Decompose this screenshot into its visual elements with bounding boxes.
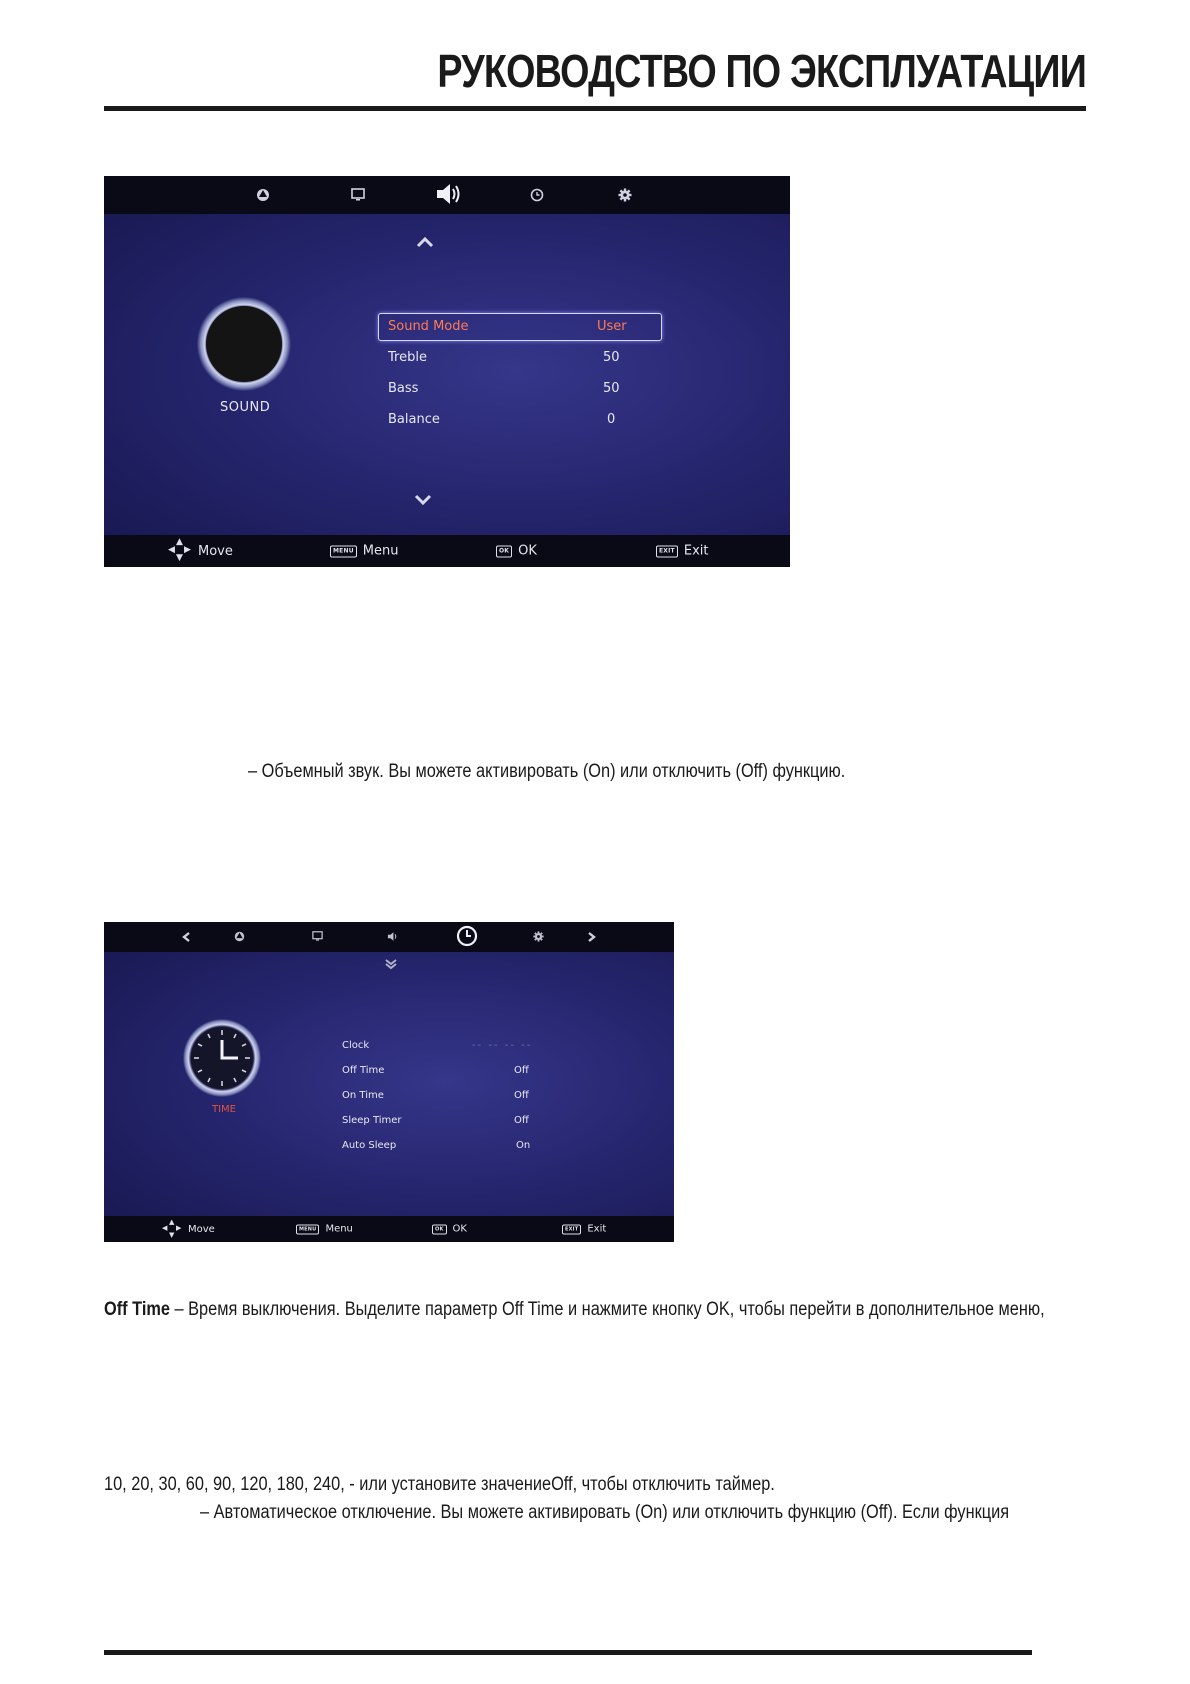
move-arrows-icon: ▲ ▼ ◀ ▶ <box>162 1218 182 1239</box>
menu-item-value: 50 <box>603 350 620 365</box>
menu-item-value: 0 <box>607 412 616 427</box>
speaker-icon[interactable] <box>435 181 463 207</box>
ok-key-icon: OK <box>432 1224 447 1234</box>
menu-item-value: 50 <box>603 381 620 396</box>
off-time-description <box>104 1299 1045 1321</box>
page-title: РУКОВОДСТВО ПО ЭКСПЛУАТАЦИИ <box>437 45 1086 97</box>
menu-item-label: Off Time <box>342 1065 385 1076</box>
menu-item-balance[interactable] <box>388 412 616 427</box>
help-bar <box>104 535 790 567</box>
menu-item-clock[interactable] <box>342 1040 533 1051</box>
sleep-timer-values: 10, 20, 30, 60, 90, 120, 180, 240, - или установите значениеOff, чтобы отключить таймер. <box>104 1474 775 1495</box>
menu-tab-bar <box>104 922 674 952</box>
category-label: SOUND <box>220 400 271 415</box>
menu-item-sleep-timer[interactable] <box>342 1115 529 1126</box>
menu-item-value: Off <box>514 1065 529 1076</box>
speaker-icon[interactable] <box>387 931 399 942</box>
off-time-rest: – Время выключения. Выделите параметр Off Time и нажмите кнопку OK, чтобы перейти в дополнительное меню, <box>169 1299 1045 1320</box>
clock-icon[interactable] <box>456 925 478 947</box>
gear-icon[interactable] <box>618 188 632 202</box>
sound-menu-screen <box>104 176 790 567</box>
exit-key-icon: EXIT <box>562 1224 581 1234</box>
time-menu-screen <box>104 922 674 1242</box>
sound-category-icon <box>196 296 292 392</box>
off-time-term: Off Time <box>104 1299 170 1320</box>
help-menu: MENU Menu <box>330 544 398 559</box>
menu-item-value: Off <box>514 1090 529 1101</box>
clock-icon[interactable] <box>530 188 544 202</box>
menu-item-off-time[interactable] <box>342 1065 529 1076</box>
left-arrow-icon[interactable] <box>182 932 192 942</box>
exit-key-icon: EXIT <box>656 545 678 557</box>
move-arrows-icon: ▲ ▼ ◀ ▶ <box>168 537 191 563</box>
menu-item-value: User <box>597 319 627 334</box>
scroll-down-icon[interactable] <box>384 958 398 970</box>
auto-sleep-description: – Автоматическое отключение. Вы можете активировать (On) или отключить функцию (Off). Если функция <box>200 1502 1010 1523</box>
help-ok: OK OK <box>496 544 537 559</box>
help-exit: EXIT Exit <box>656 544 708 559</box>
menu-item-value: On <box>516 1140 531 1151</box>
clock-category-icon <box>182 1018 262 1098</box>
screen-icon[interactable] <box>312 931 323 941</box>
menu-key-icon: MENU <box>296 1224 319 1234</box>
menu-item-treble[interactable] <box>388 350 620 365</box>
surround-description: – Объемный звук. Вы можете активировать (On) или отключить (Off) функцию. <box>248 761 846 782</box>
help-move: ▲ ▼ ◀ ▶ Move <box>162 1218 215 1239</box>
menu-item-label: Bass <box>388 381 419 396</box>
menu-item-label: Clock <box>342 1040 370 1051</box>
menu-key-icon: MENU <box>330 545 357 557</box>
menu-item-value: -- -- -- -- <box>472 1040 533 1051</box>
help-menu: MENU Menu <box>296 1224 353 1235</box>
help-exit: EXIT Exit <box>562 1224 606 1235</box>
category-label: TIME <box>212 1104 237 1115</box>
help-move: ▲ ▼ ◀ ▶ Move <box>168 537 233 563</box>
scroll-down-icon[interactable] <box>414 494 432 506</box>
menu-item-auto-sleep[interactable] <box>342 1140 531 1151</box>
help-bar <box>104 1216 674 1242</box>
menu-item-label: Balance <box>388 412 440 427</box>
menu-item-value: Off <box>514 1115 529 1126</box>
help-ok: OK OK <box>432 1224 467 1235</box>
right-arrow-icon[interactable] <box>586 932 596 942</box>
ok-key-icon: OK <box>496 545 512 557</box>
header-rule <box>104 106 1086 111</box>
footer-rule <box>104 1650 1032 1655</box>
menu-item-label: On Time <box>342 1090 384 1101</box>
scroll-up-icon[interactable] <box>416 236 434 248</box>
picture-mode-icon[interactable] <box>234 931 245 942</box>
menu-item-label: Sleep Timer <box>342 1115 402 1126</box>
screen-icon[interactable] <box>351 188 365 201</box>
menu-tab-bar <box>104 176 790 214</box>
menu-item-on-time[interactable] <box>342 1090 529 1101</box>
menu-item-sound-mode[interactable] <box>388 319 627 334</box>
menu-item-label: Treble <box>388 350 427 365</box>
menu-item-label: Sound Mode <box>388 319 469 334</box>
menu-item-label: Auto Sleep <box>342 1140 397 1151</box>
picture-mode-icon[interactable] <box>256 188 270 202</box>
gear-icon[interactable] <box>533 931 544 942</box>
menu-item-bass[interactable] <box>388 381 620 396</box>
